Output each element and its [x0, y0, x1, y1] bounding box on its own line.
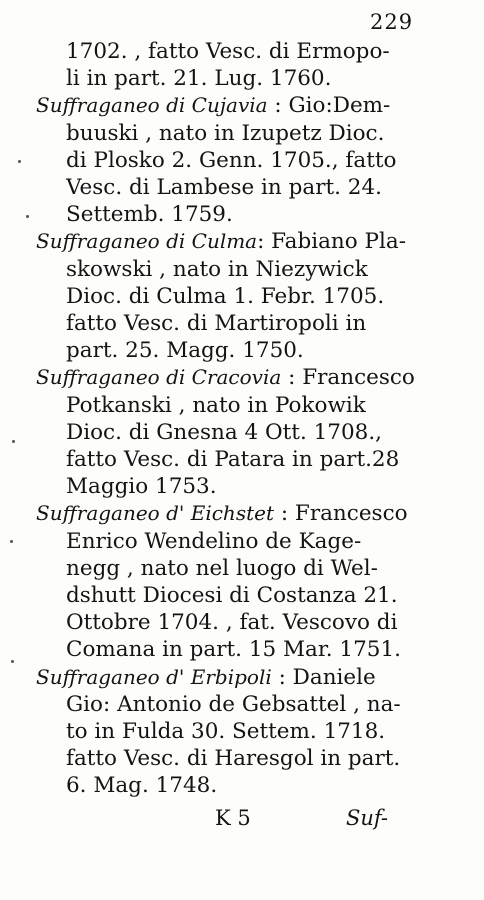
entry-first-text: : Francesco — [274, 501, 408, 527]
entry-heading: Suffraganeo di Cracovia — [36, 365, 282, 390]
margin-speck — [12, 440, 15, 443]
text-line: di Plosko 2. Genn. 1705., fatto — [66, 147, 397, 173]
page-footer — [0, 806, 484, 836]
text-line: li in part. 21. Lug. 1760. — [66, 66, 332, 92]
entry-eichstet — [36, 500, 421, 663]
entry-heading: Suffraganeo d' Erbipoli — [36, 664, 272, 689]
entry-cujavia — [36, 92, 421, 228]
text-line: Vesc. di Lambese in part. 24. — [66, 175, 382, 201]
entry-culma — [36, 228, 421, 364]
text-line: Comana in part. 15 Mar. 1751. — [66, 637, 401, 663]
entry-heading: Suffraganeo d' Eichstet — [36, 501, 274, 526]
text-line: fatto Vesc. di Martiropoli in — [66, 311, 367, 337]
text-line: Gio: Antonio de Gebsattel , na- — [66, 691, 401, 717]
text-line: dshutt Diocesi di Costanza 21. — [66, 583, 398, 609]
text-line: Settemb. 1759. — [66, 202, 233, 228]
entry-first-line — [36, 664, 421, 691]
text-line: Enrico Wendelino de Kage- — [66, 528, 362, 554]
text-line: Dioc. di Gnesna 4 Ott. 1708., — [66, 419, 382, 445]
entry-continuation — [36, 38, 421, 92]
text-line: buuski , nato in Izupetz Dioc. — [66, 120, 385, 146]
text-line: part. 25. Magg. 1750. — [66, 338, 304, 364]
entry-first-line — [36, 364, 421, 391]
entry-heading: Suffraganeo di Cujavia — [36, 93, 268, 118]
entry-cracovia — [36, 364, 421, 500]
text-line: Ottobre 1704. , fat. Vescovo di — [66, 610, 398, 636]
text-line: 6. Mag. 1748. — [66, 773, 218, 799]
margin-speck — [10, 540, 13, 543]
text-line: skowski , nato in Niezywick — [66, 256, 368, 282]
margin-speck — [26, 215, 29, 218]
entry-first-text: : Gio:Dem- — [267, 93, 391, 119]
entry-first-text: : Daniele — [271, 664, 376, 690]
entry-first-line — [36, 228, 421, 255]
text-line: fatto Vesc. di Haresgol in part. — [66, 746, 401, 772]
entry-heading: Suffraganeo di Culma — [36, 229, 258, 254]
text-line: Maggio 1753. — [66, 474, 217, 500]
text-line: 1702. , fatto Vesc. di Ermopo- — [66, 39, 390, 64]
entry-first-line — [36, 92, 421, 119]
entry-erbipoli — [36, 664, 421, 800]
page-number: 229 — [370, 10, 414, 34]
text-line: fatto Vesc. di Patara in part.28 — [66, 447, 400, 473]
text-line: Potkanski , nato in Pokowik — [66, 392, 366, 418]
text-line: negg , nato nel luogo di Wel- — [66, 555, 378, 581]
text-block — [36, 38, 421, 800]
entry-first-text: : Francesco — [281, 365, 415, 391]
margin-speck — [11, 660, 14, 663]
margin-speck — [18, 160, 21, 163]
entry-first-text: : Fabiano Pla- — [257, 229, 406, 255]
catchword: Suf- — [346, 806, 389, 830]
text-line: to in Fulda 30. Settem. 1718. — [66, 719, 386, 745]
text-line: Dioc. di Culma 1. Febr. 1705. — [66, 283, 385, 309]
signature-mark: K 5 — [215, 806, 251, 830]
entry-first-line — [36, 500, 421, 527]
